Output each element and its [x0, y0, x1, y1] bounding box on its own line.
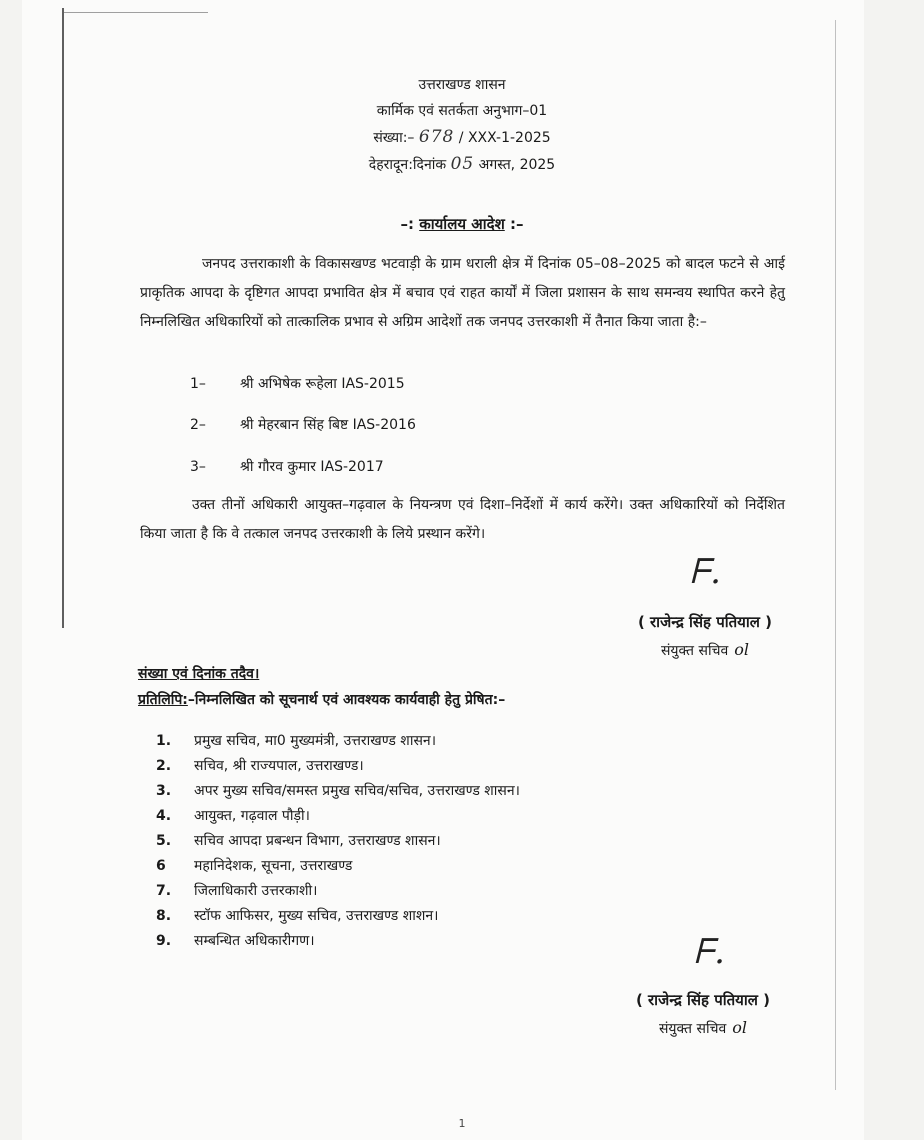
- handwritten-date: 05: [450, 154, 475, 174]
- list-item: 4. आयुक्त, गढ़वाल पौड़ी।: [156, 808, 310, 824]
- signatory-designation: संयुक्त सचिव ol: [660, 640, 750, 659]
- list-item: 7. जिलाधिकारी उत्तरकाशी।: [156, 883, 318, 899]
- signature-block-1: [620, 612, 790, 660]
- issue-date: देहरादून:दिनांक 05 अगस्त, 2025: [368, 154, 556, 174]
- list-item: 2. सचिव, श्री राज्यपाल, उत्तराखण्ड।: [156, 758, 364, 774]
- letterhead: [0, 72, 924, 178]
- signature-mark: ᖴ.: [690, 552, 721, 592]
- officer-item: 3– श्री गौरव कुमार IAS-2017: [190, 459, 384, 475]
- list-item: 3. अपर मुख्य सचिव/समस्त प्रमुख सचिव/सचिव, उत्तराखण्ड शासन।: [156, 783, 520, 799]
- order-paragraph-2: उक्त तीनों अधिकारी आयुक्त–गढ़वाल के नियन्त्रण एवं दिशा–निर्देशों में कार्य करेंगे। उक्त अधिकारियों को निर्देशित किया जाता है कि वे तत्काल जनपद उत्तरकाशी के लिये प्रस्थान करेंगे।: [140, 497, 785, 542]
- handwritten-initials: ol: [732, 1018, 748, 1037]
- list-item: 5. सचिव आपदा प्रबन्धन विभाग, उत्तराखण्ड शासन।: [156, 833, 441, 849]
- officer-item: 1– श्री अभिषेक रूहेला IAS-2015: [190, 376, 405, 392]
- signatory-designation: संयुक्त सचिव ol: [658, 1018, 748, 1037]
- order-title-text: कार्यालय आदेश: [419, 215, 505, 233]
- government-name: उत्तराखण्ड शासन: [418, 77, 506, 93]
- scan-edge-line: [835, 20, 836, 1090]
- list-item: 1. प्रमुख सचिव, मा0 मुख्यमंत्री, उत्तराखण्ड शासन।: [156, 733, 436, 749]
- copy-to-heading: प्रतिलिपि:–निम्नलिखित को सूचनार्थ एवं आवश्यक कार्यवाही हेतु प्रेषित:–: [138, 692, 506, 708]
- handwritten-ref-number: 678: [418, 127, 455, 147]
- number-date-line: संख्या एवं दिनांक तदैव।: [138, 666, 260, 682]
- order-paragraph-1: जनपद उत्तराकाशी के विकासखण्ड भटवाड़ी के ग्राम धराली क्षेत्र में दिनांक 05–08–2025 को बादल फटने से आई प्राकृतिक आपदा के दृष्टिगत आपदा प्रभावित क्षेत्र में बचाव एवं राहत कार्यों में जिला प्रशासन के साथ समन्वय स्थापित करने हेतु निम्नलिखित अधिकारियों को तात्कालिक प्रभाव से अग्रिम आदेशों तक जनपद उत्तरकाशी में तैनात किया जाता है:–: [140, 256, 785, 330]
- page-number: 1: [458, 1117, 466, 1130]
- list-item: 6 महानिदेशक, सूचना, उत्तराखण्ड: [156, 858, 353, 874]
- reference-number: संख्या:– 678 / XXX-1-2025: [373, 127, 551, 147]
- signatory-name: ( राजेन्द्र सिंह पतियाल ): [637, 613, 773, 631]
- handwritten-initials: ol: [734, 640, 750, 659]
- signature-mark: ᖴ.: [694, 932, 725, 972]
- list-item: 9. सम्बन्धित अधिकारीगण।: [156, 933, 315, 949]
- signature-block-2: [618, 990, 788, 1038]
- department-name: कार्मिक एवं सतर्कता अनुभाग–01: [376, 103, 548, 119]
- list-item: 8. स्टॉफ आफिसर, मुख्य सचिव, उत्तराखण्ड शाशन।: [156, 908, 439, 924]
- officer-item: 2– श्री मेहरबान सिंह बिष्ट IAS-2016: [190, 417, 416, 433]
- order-title: –: कार्यालय आदेश :–: [400, 215, 524, 233]
- margin-tick: [64, 12, 208, 13]
- signatory-name: ( राजेन्द्र सिंह पतियाल ): [635, 991, 771, 1009]
